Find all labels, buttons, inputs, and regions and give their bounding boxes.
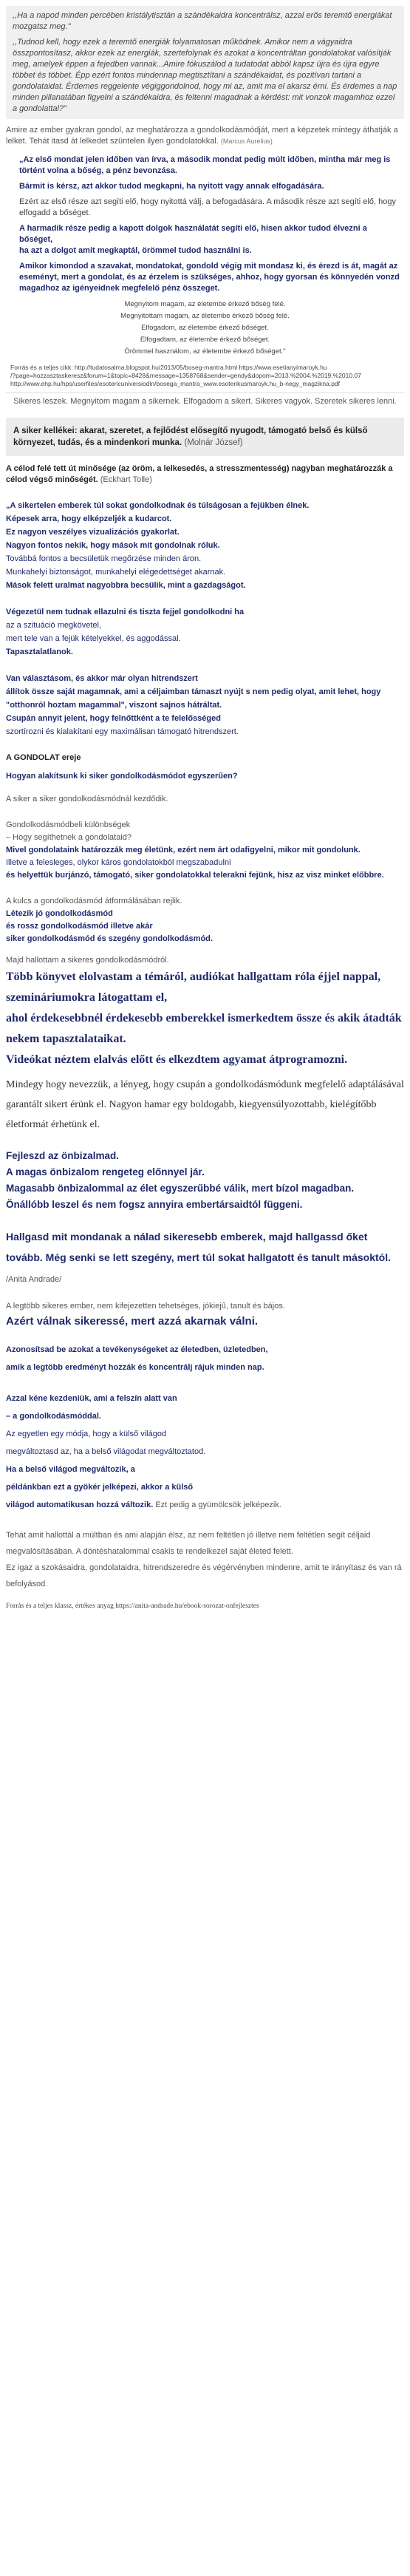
list-item: Több könyvet elolvastam a témáról, audiókat hallgattam róla éjjel nappal,: [6, 971, 381, 983]
paragraph: Tehát amit hallottál a múltban és ami alapján élsz, az nem feltétlen jó illetve nem feltétlen segít céljaid megvalósításában. A döntéshatalommal csakis te rendelkezel saját életed felett.: [6, 1531, 371, 1556]
affirmation-item: Megnyitom magam, az életembe érkező bőség felé.: [124, 300, 286, 308]
section-question: Hogyan alakítsunk ki siker gondolkodásmódot egyszerűen?: [6, 772, 238, 781]
list-item: Képesek arra, hogy elképzeljék a kudarcot.: [6, 514, 172, 523]
molnar-quote: A siker kellékei: akarat, szeretet, a fejlődést elősegítő nyugodt, támogató belső és külső környezet, tudás, és a mindenkori munka.: [13, 426, 368, 447]
list-item: amik a legtöbb eredményt hozzák és koncentrálj rájuk minden nap.: [6, 1363, 264, 1372]
aurelius-cite: (Marcus Aurelius): [220, 137, 273, 145]
listen-big-text: [6, 967, 404, 1070]
list-item: [6, 1496, 404, 1514]
rich-bold: Azért válnak sikeressé, mert azzá akarnak válni.: [6, 1315, 259, 1328]
list-item: Továbbá fontos a becsületük megőrzése minden áron.: [6, 554, 202, 563]
list-item: Van választásom, és akkor már olyan hitrendszert: [6, 674, 198, 683]
intro-quote: [6, 6, 404, 119]
list-item: példánkban ezt a gyökér jelképezi, akkor a külső: [6, 1483, 194, 1492]
listen-plain-text: Mindegy hogy nevezzük, a lényeg, hogy csupán a gondolkodásmódunk megfelelő adaptálásával garantált sikert érünk el. Nagyon hamar egy boldogabb, kiegyensúlyozottabb, kielégítőbb életformát érhetünk el.: [6, 1079, 404, 1130]
list-item: Azzal kéne kezdeniük, ami a felszín alatt van: [6, 1394, 177, 1403]
list-item: nekem tapasztalataikat.: [6, 1033, 126, 1045]
mantra-line-4: A harmadik része pedig a kapott dolgok használatát segíti elő, hisen akkor tudod élvezni a bőséget,: [19, 224, 367, 244]
list-item: Ha a belső világod megváltozik, a: [6, 1465, 135, 1474]
list-item: Önállóbb leszel és nem fogsz annyira embertársaidtól függeni.: [6, 1199, 303, 1210]
list-item: és rossz gondolkodásmód illetve akár: [6, 922, 153, 931]
molnar-author: (Molnár József): [184, 438, 243, 447]
success-caption: Sikeres leszek. Megnyitom magam a sikernek. Elfogadom a sikert. Sikeres vagyok. Szeretek sikeres lenni.: [6, 392, 404, 407]
section-differences: [6, 819, 404, 882]
list-item: Tapasztalatlanok.: [6, 648, 73, 656]
list-item: Munkahelyi biztonságot, munkahelyi elégedettséget akarnak.: [6, 568, 226, 577]
section-heading: Gondolkodásmódbeli különbségek: [6, 820, 131, 829]
list-item-text: világod automatikusan hozzá változik.: [6, 1501, 154, 1509]
relax-list: [6, 605, 404, 659]
mantra-line-1: „Az első mondat jelen időben van írva, a második mondat pedig múlt időben, mintha már meg is történt volna a bőség, a pénz bevonzása.: [19, 155, 391, 175]
section-self-confidence: [6, 1148, 404, 1213]
section-subheading: – Hogy segíthetnek a gondolataid?: [6, 833, 132, 842]
affirmation-list: [0, 299, 410, 358]
intro-quote-p2: ,,Tudnod kell, hogy ezek a teremtő energiák folyamatosan működnek. Amikor nem a vágyaidra összpontosítasz, akkor ezek az energiák, szertefolynak és azokat a koncentráltan gondolatokat valósítják meg, amelyek éppen a fejedben vannak...Amire fókuszálod a tudatodat abból kapsz újra és újra egyre többet és többet. Épp ezért fontos mindennap megtisztítani a szándékaidat, és pozitívan tartani a gondolataidat. Érdemes reggelente végiggondolnod, hogy mi az, amit ma el akarsz érni. És érdemes a nap minden pillanatában figyelni a szándékaidra, és feltenni magadnak a kérdést: mit vonzok magamhoz ezzel a gondolattal?": [13, 38, 397, 113]
list-item: Végezetül nem tudnak ellazulni és tiszta fejjel gondolkodni ha: [6, 608, 245, 616]
source-link[interactable]: Forrás és a teljes cikk: http://tudatosalma.blogspot.hu/2013/05/boseg-mantra.html https://www.esetianyimaroyk.hu: [10, 364, 327, 371]
tolle-author: (Eckhart Tolle): [100, 475, 152, 484]
source-link[interactable]: /?page=hozzasztaskeresz&forum=1&topic=8428&message=1358768&sender=gendy&dopom=2013.%2004.%2019.%2010.07: [10, 372, 361, 379]
source-links: [10, 364, 400, 388]
list-item: mert tele van a fejük kételyekkel, és aggodással.: [6, 634, 181, 643]
list-item: A magas önbizalom rengeteg előnnyel jár.: [6, 1166, 205, 1177]
list-item: Létezik jó gondolkodásmód: [6, 909, 113, 918]
section-intro: A legtöbb sikeres ember, nem kifejezetten tehetséges, jókiejű, tanult és bájos.: [6, 1302, 285, 1311]
list-item: az a szituáció megkövetel,: [6, 621, 102, 630]
list-item: siker gondolkodásmód és szegény gondolkodásmód.: [6, 934, 213, 943]
affirmation-item: Elfogadtam, az életembe érkező bőséget.: [140, 336, 270, 344]
list-item: szemináriumokra látogattam el,: [6, 991, 168, 1004]
list-item: állítok össze saját magamnak, ami a céljaimban támaszt nyújt s nem pedig olyat, amit lehet, hogy "otthonról hoztam magammal", viszont sajnos hátráltat.: [6, 687, 381, 710]
mantra-line-5: ha azt a dolgot amit megkaptál, örömmel tudod használni is.: [19, 246, 252, 255]
quote-author: /Anita Andrade/: [6, 1275, 62, 1284]
list-item: Illetve a felesleges, olykor káros gondolatokból megszabadulni: [6, 858, 231, 867]
list-item: Ez nagyon veszélyes vizualizációs gyakorlat.: [6, 528, 180, 537]
mantra-line-3: Ezért az első része azt segíti elő, hogy nyitottá válj, a befogadására. A második része azt segíti elő, hogy elfogadd a bőséget.: [19, 197, 396, 217]
tolle-text: A célod felé tett út minősége (az öröm, a lelkesedés, a stresszmentesség) nagyban meghatározzák a célod végső minőségét.: [6, 464, 393, 484]
section-heading: A kulcs a gondolkodásmód átformálásában rejlik.: [6, 897, 182, 905]
section-closing: [6, 1527, 404, 1592]
list-item: „A sikertelen emberek túl sokat gondolkodnak és túlságosan a fejükben élnek.: [6, 501, 310, 510]
affirmation-item: Megnyitottam magam, az életembe érkező bőség felé.: [120, 312, 290, 320]
list-item: Mások felett uralmat nagyobbra becsülik, mint a gazdagságot.: [6, 581, 246, 590]
section-rich: [6, 1300, 404, 1313]
source-link[interactable]: http://www.ehp.hu/hps/userfiles/esotericuniversiodin/bosega_mantra_www.esoterikusmaroyk.hu_b-negy_magzikna.pdf: [10, 380, 341, 387]
list-item: Magasabb önbizalommal az élet egyszerűbbé válik, mert bízol magadban.: [6, 1183, 355, 1194]
molnar-box: [6, 418, 404, 456]
affirmation-item: Elfogadom, az életembe érkező bőséget.: [141, 324, 269, 332]
section-success: [6, 1341, 404, 1376]
section-heading: Majd hallottam a sikeres gondolkodásmódról.: [6, 956, 169, 965]
section-listen: [6, 954, 404, 967]
section-power: [6, 752, 404, 806]
list-item: szortírozni és kialakítani egy maximálisan támogató hitrendszert.: [6, 727, 239, 736]
list-item: Mivel gondolataink határozzák meg életünk, ezért nem árt odafigyelni, mikor mit gondolunk.: [6, 846, 361, 854]
list-item: Videókat néztem elalvás előtt és elkezdtem agyamat átprogramozni.: [6, 1053, 348, 1066]
section-answer: A siker a siker gondolkodásmódnál kezdődik.: [6, 795, 168, 803]
list-item-text: tovább. Még senki se lett szegény, mert túl sokat hallgatott és tanult másoktól.: [6, 1251, 391, 1263]
mantra-quote: [19, 154, 401, 294]
beliefs-list: [6, 672, 404, 738]
paragraph: Ez igaz a szokásaidra, gondolataidra, hitrendszeredre és végérvényben mindenre, amit te irányítasz és van rá befolyásod.: [6, 1563, 402, 1588]
affirmation-item: Örömmel használom, az életembe érkező bőséget.": [124, 347, 286, 356]
aurelius-text: Amire az ember gyakran gondol, az meghatározza a gondolkodásmódját, mert a képzetek mintegy áthatják a lelket. Tehát itasd át lelkedet szüntelen ilyen gondolatokkal.: [6, 126, 398, 146]
list-item: Hallgasd mit mondanak a nálad sikeresebb emberek, majd hallgassd őket: [6, 1231, 368, 1243]
tolle-quote: [6, 463, 404, 486]
section-heading: A GONDOLAT ereje: [6, 753, 81, 762]
list-item: – a gondolkodásmóddal.: [6, 1412, 101, 1421]
list-item: Nagyon fontos nekik, hogy mások mit gondolnak róluk.: [6, 541, 220, 550]
mantra-line-2: Bármit is kérsz, azt akkor tudod megkapni, ha nyitott vagy annak elfogadására.: [19, 182, 324, 191]
aurelius-quote: [6, 125, 404, 147]
list-item: Csupán annyit jelent, hogy felnőttként a te felelősséged: [6, 714, 221, 723]
list-item: [6, 1247, 404, 1290]
list-item-text: Ezt pedig a gyümölcsök jelképezik.: [155, 1501, 281, 1509]
section-listen-others: [6, 1226, 404, 1290]
list-item: megváltoztasd az, ha a belső világodat megváltoztatod.: [6, 1447, 206, 1456]
intro-quote-p1: ,,Ha a napod minden percében kristálytisztán a szándékaidra koncentrálsz, azzal erős teremtő energiákat mozgatsz meg.": [13, 11, 392, 31]
footer-source[interactable]: Forrás és a teljes klassz, értékes anyag https://anita-andrade.hu/ebook-sorozat-onfejlesztes: [6, 1603, 259, 1610]
section-key: [6, 895, 404, 945]
list-item: ahol érdekesebbnél érdekesebb emberekkel ismerkedtem össze és akik átadták: [6, 1012, 402, 1024]
list-item: és helyettük burjánzó, támogató, siker gondolatokkal telerakni fejünk, hisz az visz minket előbbre.: [6, 871, 384, 880]
unsuccessful-list: [6, 499, 404, 592]
list-item: Fejleszd az önbizalmad.: [6, 1150, 120, 1161]
list-item: Az egyetlen egy módja, hogy a külső világod: [6, 1430, 167, 1438]
mantra-line-6: Amikor kimondod a szavakat, mondatokat, gondold végig mit mondasz ki, és érezd is át, magát az eseményt, mert a gondolat, és az érzelem is szükséges, ahhoz, hogy gyorsan és könnyedén vonzd magadhoz az igényeidnek megfelelő pénz összeget.: [19, 262, 400, 293]
section-start: [6, 1390, 404, 1514]
list-item: Azonosítsad be azokat a tevékenységeket az életedben, üzletedben,: [6, 1345, 268, 1354]
